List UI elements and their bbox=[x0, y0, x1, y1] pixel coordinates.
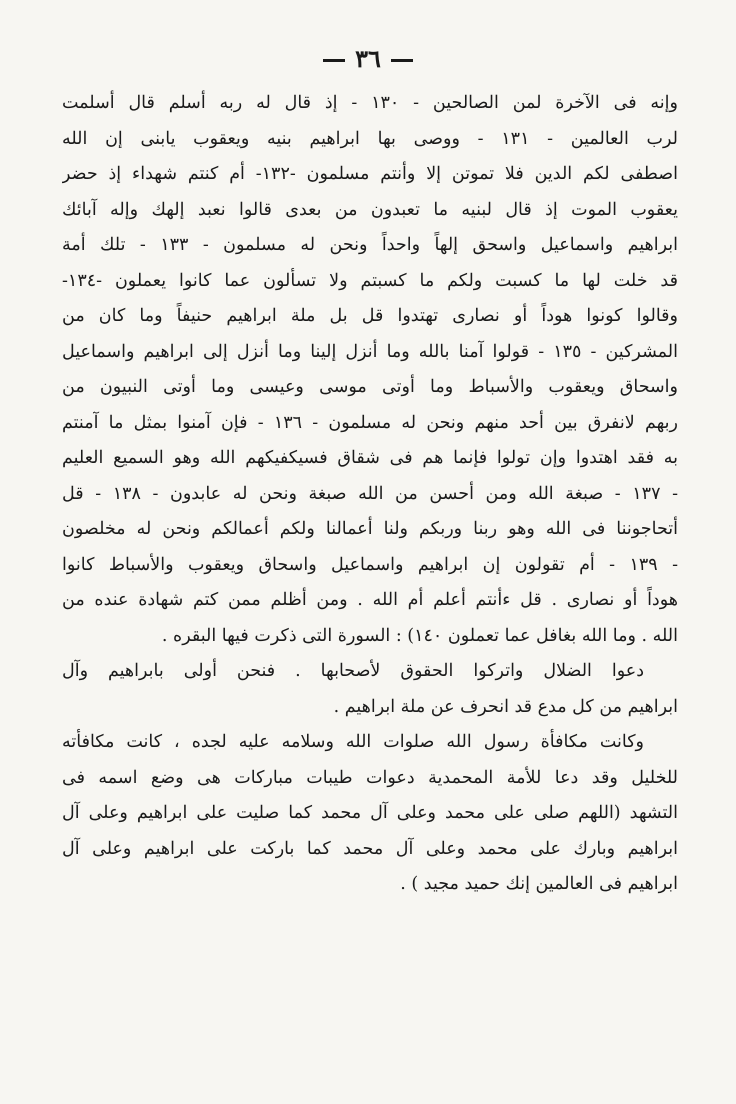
text-line: أتحاجوننا فى الله وهو ربنا وربكم ولنا أعمالنا ولكم أعمالكم ونحن له مخلصون bbox=[62, 519, 678, 539]
right-dash-decoration bbox=[391, 59, 413, 62]
text-line: اصطفى لكم الدين فلا تموتن إلا وأنتم مسلمون -١٣٢- أم كنتم شهداء إذ حضر bbox=[62, 164, 678, 184]
text-line: قد خلت لها ما كسبت ولكم ما كسبتم ولا تسألون عما كانوا يعملون -١٣٤- bbox=[62, 270, 678, 291]
text-line: وكانت مكافأة رسول الله صلوات الله وسلامه عليه لجده ، كانت مكافأته bbox=[62, 732, 644, 752]
text-line: - ١٣٧ - صبغة الله ومن أحسن من الله صبغة ونحن له عابدون - ١٣٨ - قل bbox=[62, 483, 678, 504]
page-number bbox=[0, 44, 736, 73]
page-number-value: ٣٦ bbox=[355, 44, 381, 73]
text-line: به فقد اهتدوا وإن تولوا فإنما هم فى شقاق فسيكفيكهم الله وهو السميع العليم bbox=[62, 448, 678, 468]
text-line: ابراهيم وبارك على محمد وعلى آل محمد كما باركت على ابراهيم وعلى آل bbox=[62, 838, 678, 859]
text-line: لرب العالمين - ١٣١ - ووصى بها ابراهيم بنيه ويعقوب يابنى إن الله bbox=[62, 128, 678, 149]
body-text bbox=[62, 86, 678, 903]
text-line: - ١٣٩ - أم تقولون إن ابراهيم واسماعيل واسحاق ويعقوب والأسباط كانوا bbox=[62, 554, 678, 575]
text-line: ابراهيم واسماعيل واسحق إلهاً واحداً ونحن له مسلمون - ١٣٣ - تلك أمة bbox=[62, 235, 678, 255]
text-line: التشهد (اللهم صلى على محمد وعلى آل محمد كما صليت على ابراهيم وعلى آل bbox=[62, 803, 678, 823]
text-line: ابراهيم فى العالمين إنك حميد مجيد ) . bbox=[400, 874, 678, 894]
text-line: ابراهيم من كل مدع قد انحرف عن ملة ابراهيم . bbox=[333, 696, 678, 717]
text-line: وقالوا كونوا هوداً أو نصارى تهتدوا قل بل ملة ابراهيم حنيفاً وما كان من bbox=[62, 306, 678, 326]
left-dash-decoration bbox=[323, 59, 345, 62]
text-line: ربهم لانفرق بين أحد منهم ونحن له مسلمون - ١٣٦ - فإن آمنوا بمثل ما آمنتم bbox=[62, 412, 678, 433]
text-line: للخليل وقد دعا للأمة المحمدية دعوات طيبات مباركات هى وضع اسمه فى bbox=[62, 767, 678, 788]
text-line: هوداً أو نصارى . قل ءأنتم أعلم أم الله . ومن أظلم ممن كتم شهادة عنده من bbox=[62, 590, 678, 610]
text-line: الله . وما الله بغافل عما تعملون ١٤٠) : السورة التى ذكرت فيها البقره . bbox=[161, 625, 678, 646]
text-line: يعقوب الموت إذ قال لبنيه ما تعبدون من بعدى قالوا نعبد إلهك وإله آبائك bbox=[62, 199, 678, 220]
text-line: واسحاق ويعقوب والأسباط وما أوتى موسى وعيسى وما أوتى النبيون من bbox=[62, 377, 678, 397]
text-line: المشركين - ١٣٥ - قولوا آمنا بالله وما أنزل إلينا وما أنزل إلى ابراهيم واسماعيل bbox=[62, 341, 678, 362]
text-line: وإنه فى الآخرة لمن الصالحين - ١٣٠ - إذ قال له ربه أسلم قال أسلمت bbox=[62, 93, 678, 113]
text-line: دعوا الضلال واتركوا الحقوق لأصحابها . فنحن أولى بابراهيم وآل bbox=[62, 661, 644, 681]
